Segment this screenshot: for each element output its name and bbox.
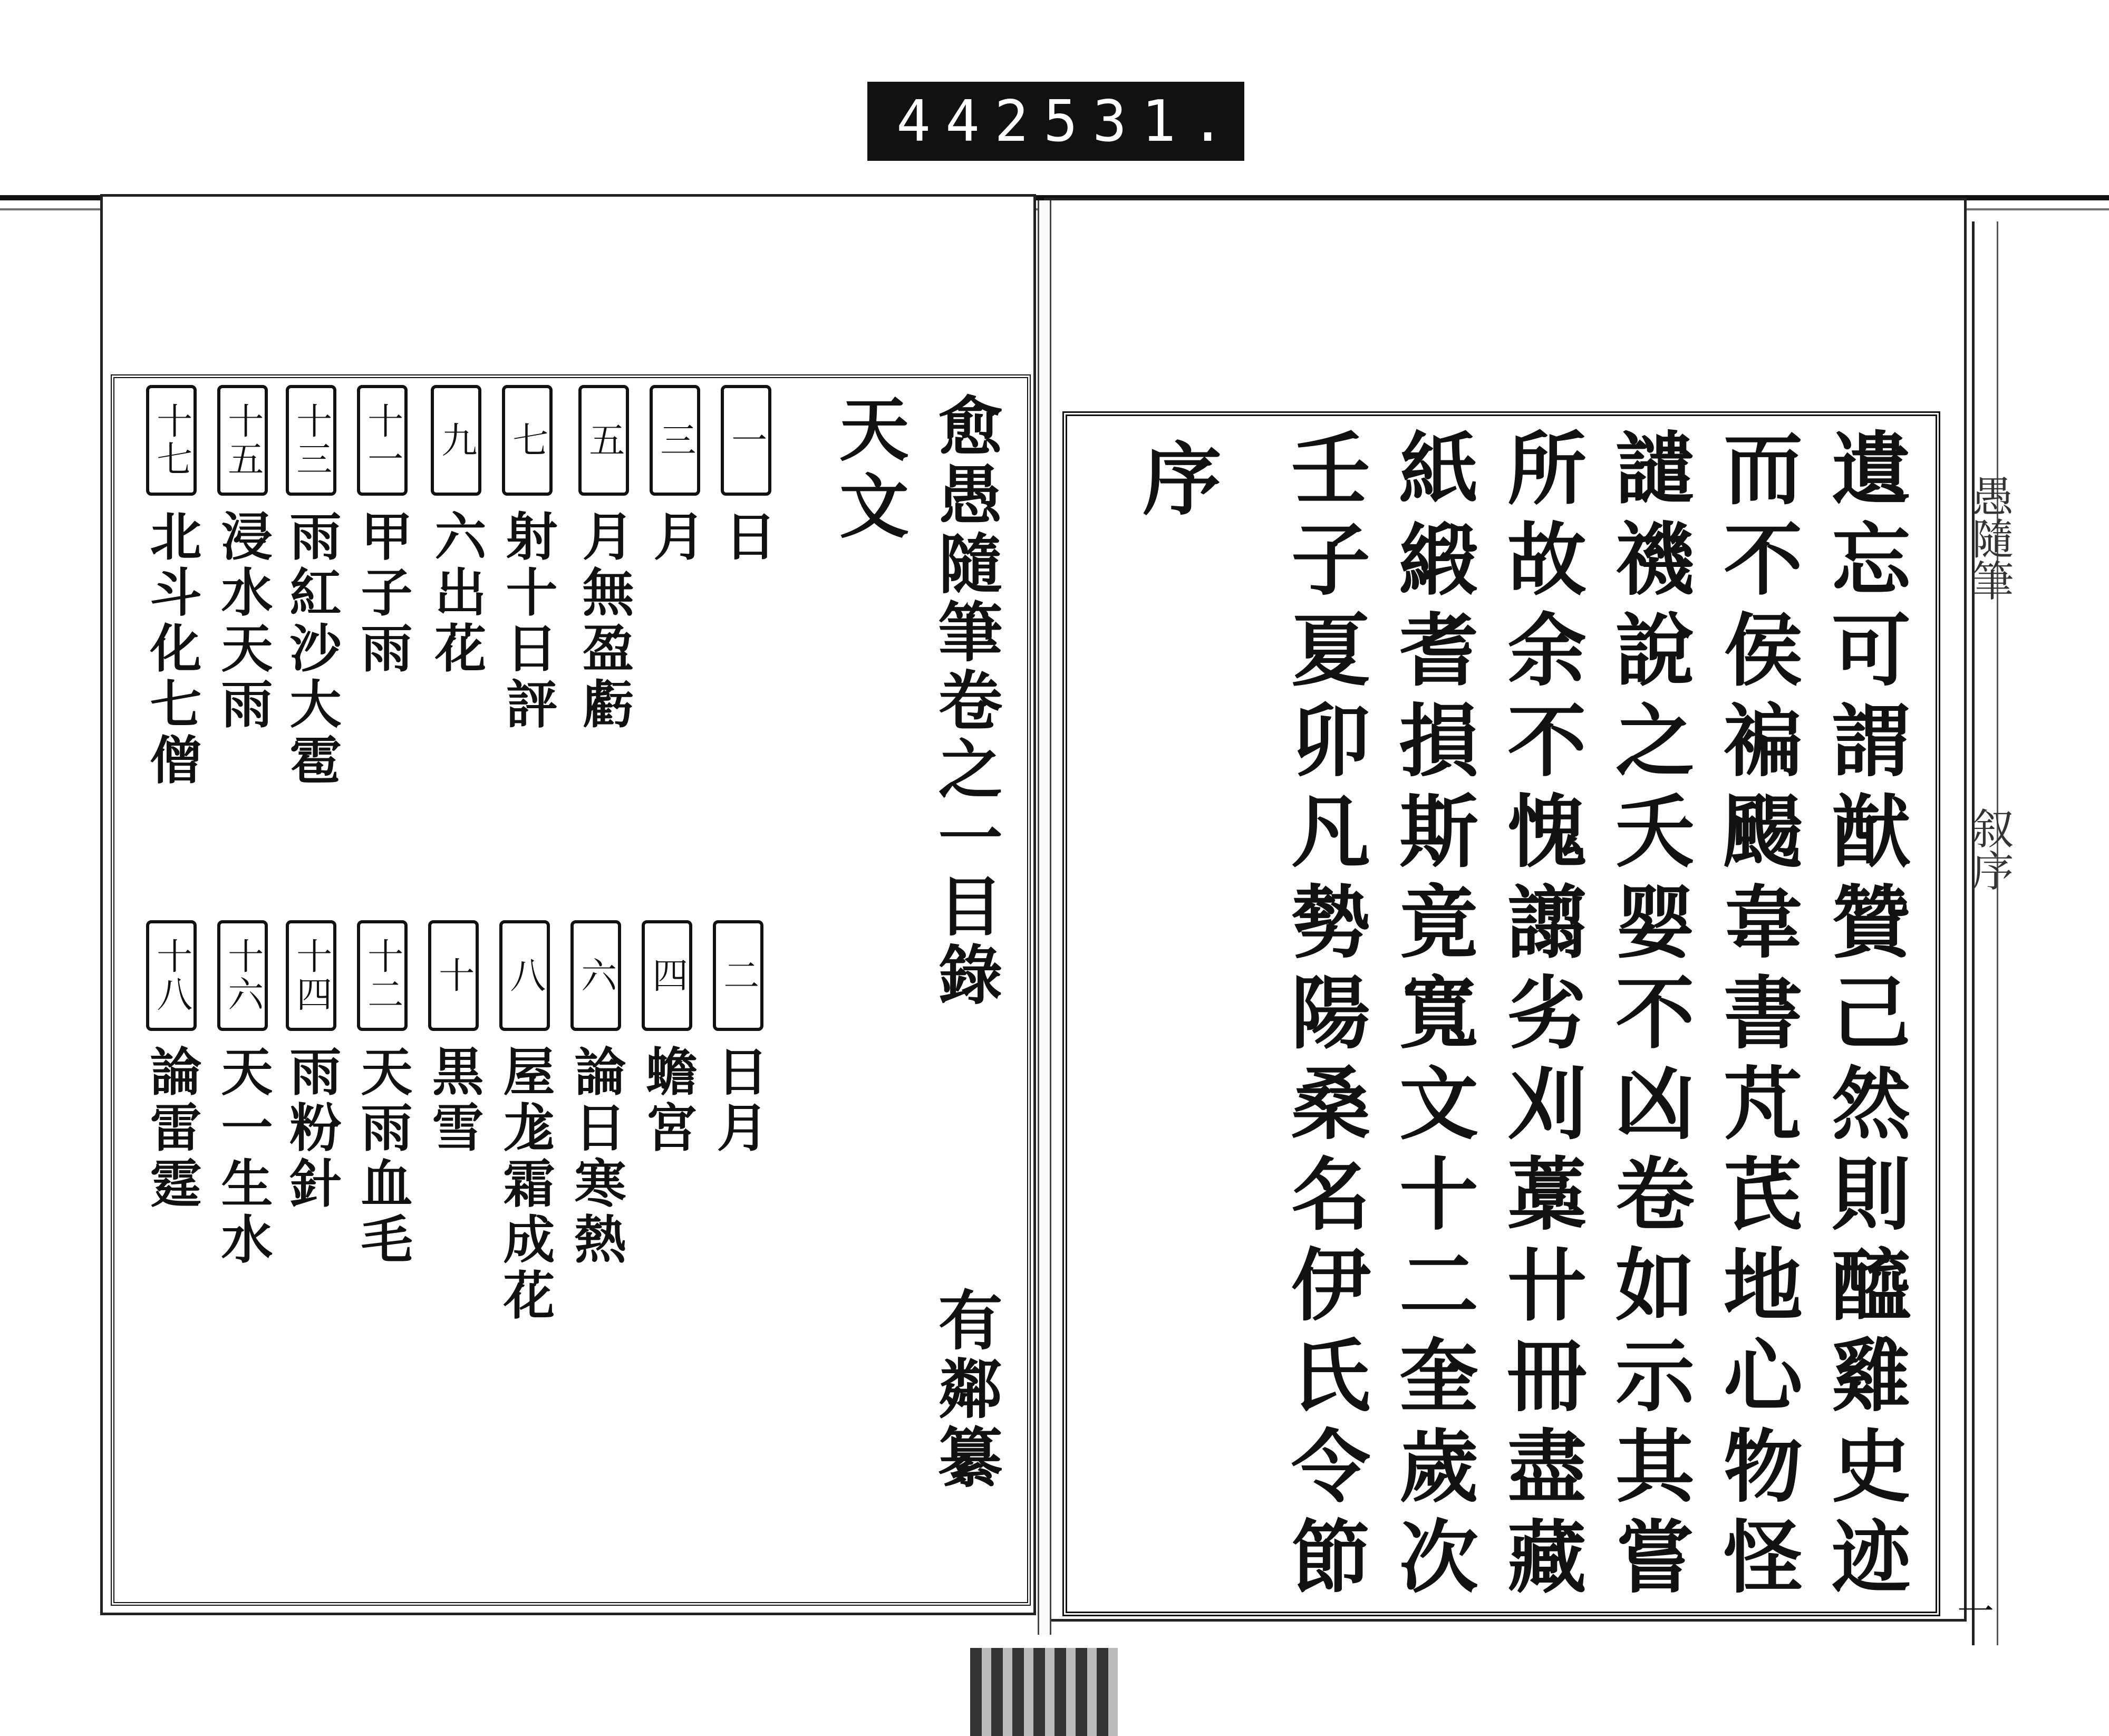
binding-strip bbox=[970, 1648, 1118, 1736]
preface-closing: 序 bbox=[1129, 438, 1221, 517]
entry-title: 甲子雨 bbox=[352, 509, 413, 677]
entry-number-box: 九 bbox=[431, 385, 481, 496]
toc-entry[interactable] bbox=[140, 385, 203, 789]
toc-entry[interactable] bbox=[140, 920, 203, 1212]
toc-entry[interactable] bbox=[635, 920, 699, 1156]
entry-number-box: 十四 bbox=[286, 920, 336, 1031]
entry-number-box: 三 bbox=[650, 385, 700, 496]
entry-title: 日月 bbox=[708, 1045, 769, 1156]
entry-number-box: 八 bbox=[499, 920, 550, 1031]
entry-title: 黒雪 bbox=[423, 1045, 484, 1156]
entry-number-box: 十三 bbox=[286, 385, 336, 496]
archive-number-left: 442 bbox=[896, 88, 1044, 155]
entry-title: 蟾宮 bbox=[637, 1045, 698, 1156]
entry-title: 月 bbox=[645, 509, 705, 565]
archive-number-right: 531. bbox=[1043, 88, 1240, 155]
entry-number-box: 五 bbox=[578, 385, 629, 496]
preface-column: 紙緞耆損斯竟寬文十二奎歲次 bbox=[1386, 427, 1477, 1606]
book-gutter bbox=[1038, 200, 1051, 1635]
entry-title: 射十日評 bbox=[497, 509, 558, 733]
folio-number: 一 bbox=[1957, 1590, 1994, 1633]
entry-title: 北斗化七僧 bbox=[141, 509, 202, 789]
entry-title: 雨紅沙大雹 bbox=[281, 509, 342, 789]
toc-entry[interactable] bbox=[211, 385, 274, 733]
entry-title: 月無盈虧 bbox=[574, 509, 634, 733]
toc-section-label: 天文 bbox=[827, 393, 909, 547]
entry-number-box: 一 bbox=[721, 385, 771, 496]
entry-number-box: 十八 bbox=[146, 920, 197, 1031]
toc-entry[interactable] bbox=[279, 385, 343, 789]
toc-entry[interactable] bbox=[424, 385, 488, 677]
toc-entry[interactable] bbox=[279, 920, 343, 1212]
toc-entry[interactable] bbox=[493, 920, 556, 1324]
entry-number-box: 二 bbox=[713, 920, 763, 1031]
toc-book-title: 愈愚隨筆卷之一目錄 bbox=[927, 393, 1003, 1010]
entry-number-box: 十七 bbox=[146, 385, 197, 496]
next-leaf-edge bbox=[1972, 221, 1998, 1645]
preface-column: 譴禨說之夭婴不凶卷如示其嘗 bbox=[1602, 427, 1694, 1606]
entry-title: 論雷霆 bbox=[141, 1045, 202, 1212]
next-leaf-subtitle: 叙序 bbox=[1965, 807, 2014, 891]
entry-number-box: 六 bbox=[570, 920, 621, 1031]
entry-title: 六出花 bbox=[426, 509, 487, 677]
entry-number-box: 七 bbox=[502, 385, 553, 496]
toc-entry[interactable] bbox=[211, 920, 274, 1268]
entry-number-box: 十二 bbox=[357, 920, 408, 1031]
toc-entry[interactable] bbox=[564, 920, 627, 1268]
toc-entry[interactable] bbox=[351, 385, 414, 677]
entry-number-box: 十 bbox=[428, 920, 479, 1031]
archive-label bbox=[867, 82, 1244, 161]
toc-entry[interactable] bbox=[714, 385, 778, 565]
entry-number-box: 十一 bbox=[357, 385, 408, 496]
entry-title: 日 bbox=[716, 509, 777, 565]
toc-entry[interactable] bbox=[572, 385, 635, 733]
toc-entry[interactable] bbox=[643, 385, 707, 565]
entry-title: 屋尨霜成花 bbox=[495, 1045, 555, 1324]
toc-entry[interactable] bbox=[422, 920, 485, 1156]
toc-entry[interactable] bbox=[351, 920, 414, 1268]
preface-column: 所故余不愧譾劣刈藁卄冊盡藏 bbox=[1494, 427, 1585, 1606]
entry-number-box: 十六 bbox=[217, 920, 268, 1031]
toc-compiler: 有鄰纂 bbox=[927, 1287, 1003, 1492]
entry-number-box: 四 bbox=[642, 920, 692, 1031]
toc-entry[interactable] bbox=[707, 920, 770, 1156]
next-leaf-title: 愚隨筆 bbox=[1965, 475, 2014, 601]
preface-column: 而不侯褊颺韋書芃芪地心物怪 bbox=[1710, 427, 1802, 1606]
preface-column: 壬子夏卯凡勢陽桑名伊氏令節 bbox=[1278, 427, 1369, 1606]
entry-title: 論日寒熱 bbox=[566, 1045, 626, 1268]
entry-title: 天雨血毛 bbox=[352, 1045, 413, 1268]
entry-title: 浸水天雨 bbox=[212, 509, 273, 733]
preface-column: 遺忘可謂猷贊己然則醯雞史迹 bbox=[1818, 427, 1910, 1606]
entry-number-box: 十五 bbox=[217, 385, 268, 496]
toc-entry[interactable] bbox=[496, 385, 559, 733]
entry-title: 雨粉針 bbox=[281, 1045, 342, 1212]
entry-title: 天一生水 bbox=[212, 1045, 273, 1268]
